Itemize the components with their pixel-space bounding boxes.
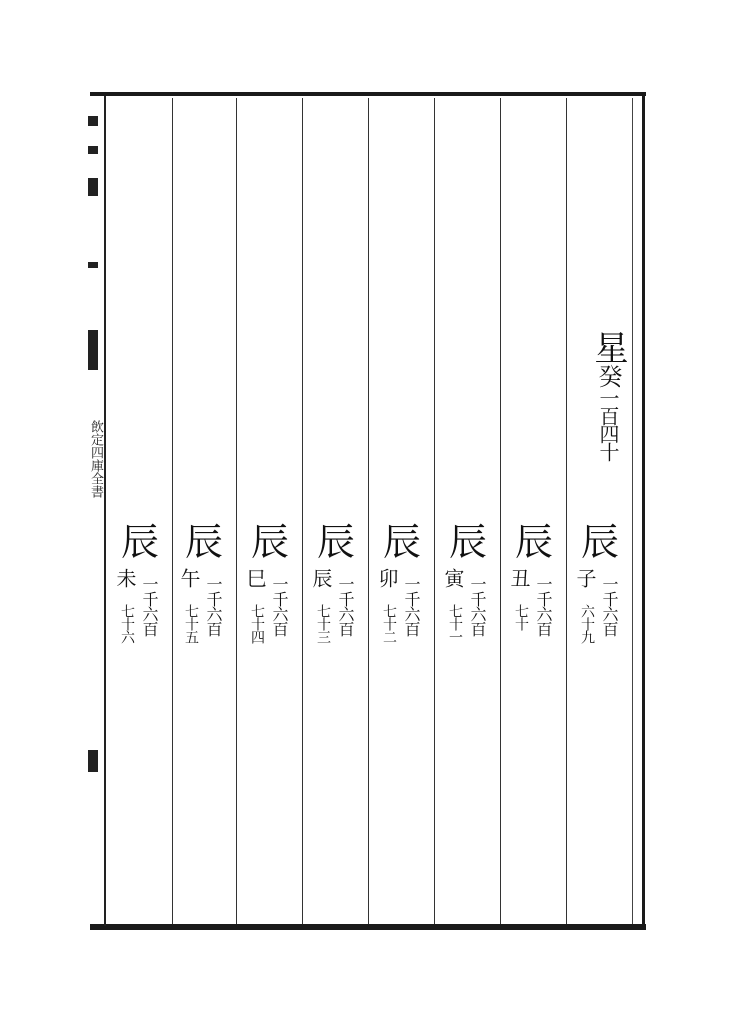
entry-column: [504, 520, 564, 720]
entry-branch: 未: [113, 568, 137, 588]
entry-branch: 寅: [441, 568, 465, 588]
margin-mark: [88, 330, 98, 370]
entry-number-main: 一千六百: [468, 576, 487, 636]
entry-column: [372, 520, 432, 720]
entry-number-sub: 七十一: [447, 604, 463, 643]
entry-big-char: 辰: [120, 520, 159, 564]
entry-number-main: 一千六百: [402, 576, 421, 636]
column-rule: [302, 98, 303, 924]
entry-number-main: 一千六百: [600, 576, 619, 636]
margin-title: 飲定四庫全書: [88, 420, 103, 498]
entry-branch: 子: [573, 568, 597, 588]
entry-branch: 丑: [507, 568, 531, 588]
heading-star: 星: [588, 330, 628, 364]
entry-branch: 巳: [243, 568, 267, 588]
entry-branch: 午: [177, 568, 201, 588]
column-rule: [500, 98, 501, 924]
heading-number: 一百四十: [596, 388, 620, 460]
frame-top-border: [90, 92, 646, 96]
frame-right-border: [642, 92, 645, 930]
entry-big-char: 辰: [184, 520, 223, 564]
entry-column: [306, 520, 366, 720]
page-heading: [588, 330, 628, 500]
column-rule: [368, 98, 369, 924]
entry-big-char: 辰: [448, 520, 487, 564]
margin-mark: [88, 146, 98, 154]
entry-number-sub: 七十二: [381, 604, 397, 643]
entry-number-sub: 七十五: [183, 604, 199, 643]
entry-number-sub: 七十六: [119, 604, 135, 643]
entry-number-main: 一千六百: [534, 576, 553, 636]
column-rule: [434, 98, 435, 924]
entry-branch: 卯: [375, 568, 399, 588]
frame-left-border: [104, 96, 106, 926]
entry-big-char: 辰: [250, 520, 289, 564]
entry-column: [174, 520, 234, 720]
entry-column: [570, 520, 630, 720]
entry-number-main: 一千六百: [336, 576, 355, 636]
margin-column: [84, 100, 102, 920]
entry-big-char: 辰: [382, 520, 421, 564]
entry-column: [110, 520, 170, 720]
entry-number-main: 一千六百: [140, 576, 159, 636]
frame-right-inner-border: [632, 98, 633, 924]
margin-mark: [88, 116, 98, 126]
entry-number-sub: 七十四: [249, 604, 265, 643]
entry-column: [438, 520, 498, 720]
entry-column: [240, 520, 300, 720]
entry-number-main: 一千六百: [270, 576, 289, 636]
margin-mark: [88, 750, 98, 772]
entry-big-char: 辰: [514, 520, 553, 564]
heading-gui: 癸: [594, 364, 622, 388]
entry-number-sub: 七十: [513, 604, 529, 630]
margin-mark: [88, 178, 98, 196]
frame-bottom-border: [90, 924, 646, 930]
entry-big-char: 辰: [580, 520, 619, 564]
margin-mark: [88, 262, 98, 268]
entry-branch: 辰: [309, 568, 333, 588]
entry-big-char: 辰: [316, 520, 355, 564]
entry-number-main: 一千六百: [204, 576, 223, 636]
entry-number-sub: 六十九: [579, 604, 595, 643]
column-rule: [172, 98, 173, 924]
entry-number-sub: 七十三: [315, 604, 331, 643]
column-rule: [236, 98, 237, 924]
column-rule: [566, 98, 567, 924]
